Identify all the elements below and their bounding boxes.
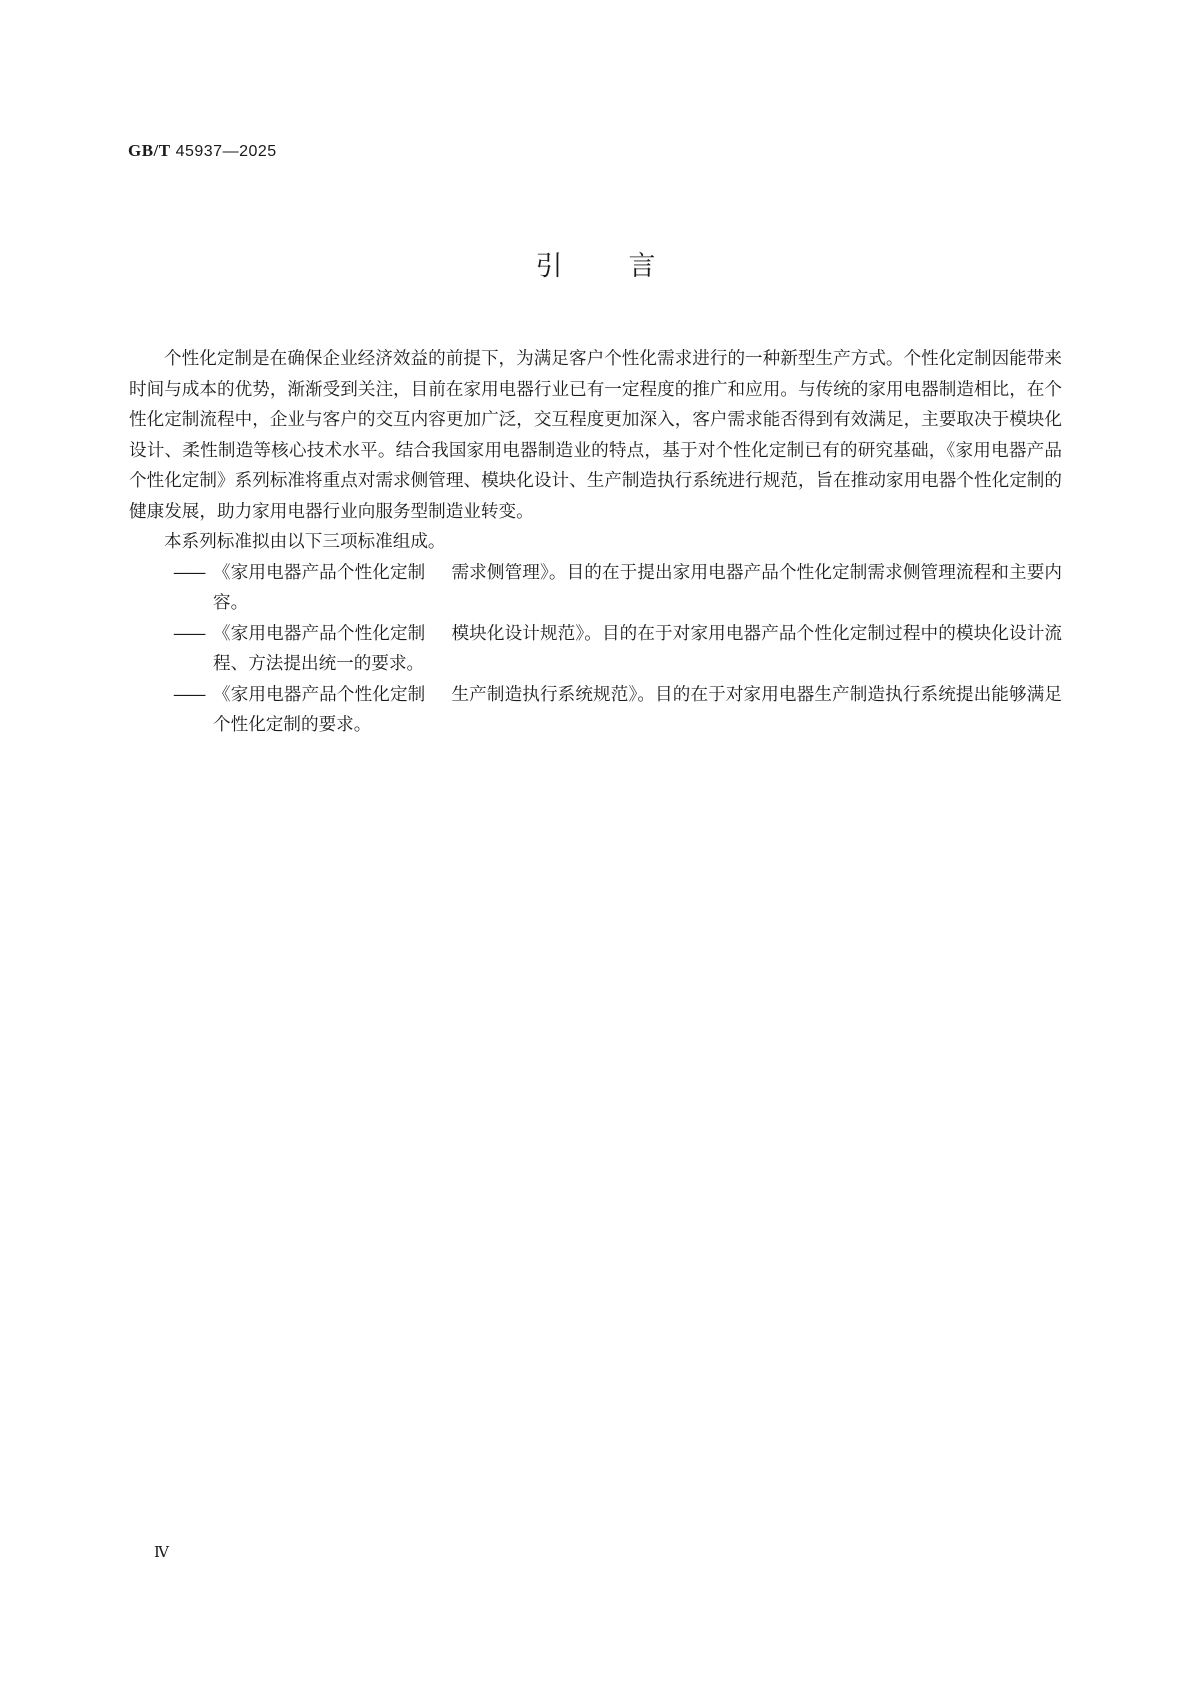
intro-paragraph: 个性化定制是在确保企业经济效益的前提下，为满足客户个性化需求进行的一种新型生产方式。个性化定制因能带来时间与成本的优势，渐渐受到关注，目前在家用电器行业已有一定程度的推广和应用。与传统的家用电器制造相比，在个性化定制流程中，企业与客户的交互内容更加广泛，交互程度更加深入，客户需求能否得到有效满足，主要取决于模块化设计、柔性制造等核心技术水平。结合我国家用电器制造业的特点，基于对个性化定制已有的研究基础，《家用电器产品个性化定制》系列标准将重点对需求侧管理、模块化设计、生产制造执行系统进行规范，旨在推动家用电器个性化定制的健康发展，助力家用电器行业向服务型制造业转变。 xyxy=(129,349,1062,522)
standard-code xyxy=(128,141,277,161)
item-purpose: 。目的在于对家用电器产品个性化定制过程中的模块化设计流程、方法提出统一的要求。 xyxy=(213,623,1062,674)
item-title-part1: 《家用电器产品个性化定制 xyxy=(213,623,426,644)
list-item xyxy=(129,558,1062,619)
item-title-part1: 《家用电器产品个性化定制 xyxy=(213,562,426,583)
document-body xyxy=(129,344,1062,741)
page-number: Ⅳ xyxy=(154,1543,169,1561)
list-item xyxy=(129,680,1062,741)
list-item xyxy=(129,619,1062,680)
list-dash: —— xyxy=(173,623,205,644)
page-title: 引言 xyxy=(535,251,722,282)
standard-prefix: GB/T xyxy=(128,141,171,160)
item-title-part1: 《家用电器产品个性化定制 xyxy=(213,684,426,705)
list-dash: —— xyxy=(173,562,205,583)
item-title-part2: 需求侧管理》 xyxy=(451,562,549,583)
series-intro: 本系列标准拟由以下三项标准组成。 xyxy=(164,532,446,552)
item-title-part2: 模块化设计规范》 xyxy=(451,623,585,644)
item-purpose: 。目的在于对家用电器生产制造执行系统提出能够满足个性化定制的要求。 xyxy=(213,684,1062,735)
item-purpose: 。目的在于提出家用电器产品个性化定制需求侧管理流程和主要内容。 xyxy=(213,562,1062,613)
list-dash: —— xyxy=(173,684,205,705)
item-title-part2: 生产制造执行系统规范》 xyxy=(451,684,638,705)
standard-number: 45937—2025 xyxy=(175,143,277,160)
